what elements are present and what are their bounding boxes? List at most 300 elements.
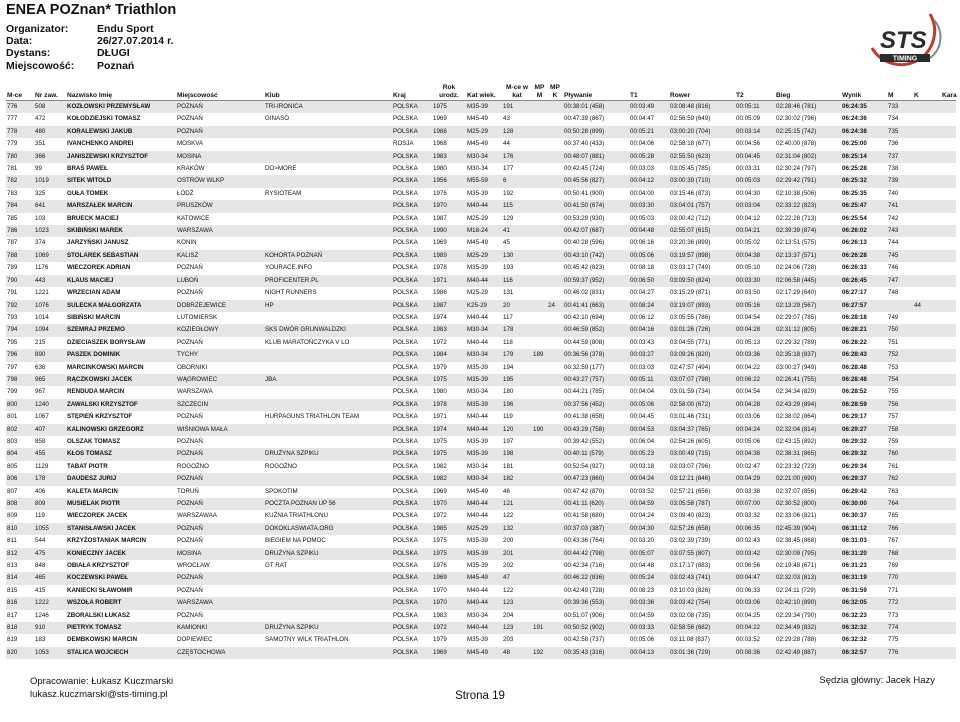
table-row bbox=[6, 647, 956, 659]
table-cell bbox=[913, 548, 941, 560]
table-cell: 00:06:35 bbox=[735, 523, 775, 535]
table-cell: 776 bbox=[6, 101, 34, 114]
table-cell: M18-24 bbox=[466, 225, 502, 237]
table-cell: 02:37:07 (856) bbox=[776, 487, 817, 495]
column-header: Kat wiek. bbox=[466, 82, 502, 101]
table-cell: 765 bbox=[888, 512, 899, 520]
table-cell: 03:03:17 (749) bbox=[670, 264, 711, 272]
table-cell: 192 bbox=[503, 189, 514, 197]
column-header: Pływanie bbox=[563, 82, 629, 101]
table-cell: 132 bbox=[502, 523, 532, 535]
table-cell bbox=[532, 448, 547, 460]
table-cell: 00:42:58 (737) bbox=[564, 636, 605, 644]
table-cell: 03:00:20 (704) bbox=[669, 126, 735, 138]
table-cell: SKIBIŃSKI MAREK bbox=[66, 225, 176, 237]
table-cell: 805 bbox=[7, 462, 18, 470]
table-cell: 03:10:03 (826) bbox=[670, 586, 711, 594]
table-body bbox=[6, 101, 956, 660]
table-cell bbox=[913, 151, 941, 163]
table-cell: 00:04:24 bbox=[735, 424, 775, 436]
table-cell: 737 bbox=[887, 151, 913, 163]
table-cell: 1972 bbox=[432, 622, 466, 634]
table-cell bbox=[532, 275, 547, 287]
table-cell: 02:32:04 (814) bbox=[775, 424, 841, 436]
table-cell bbox=[913, 535, 941, 547]
table-cell bbox=[532, 610, 547, 622]
table-cell: 1969 bbox=[433, 115, 447, 123]
table-cell: 00:40:11 (579) bbox=[563, 448, 629, 460]
table-cell: POLSKA bbox=[392, 523, 432, 535]
column-header: MP M bbox=[532, 82, 547, 101]
table-cell: WIECZOREK JACEK bbox=[67, 512, 128, 520]
table-cell: OBIAŁA KRZYSZTOF bbox=[67, 562, 130, 570]
table-cell: 02:58:00 (672) bbox=[669, 399, 735, 411]
table-cell: 00:04:12 bbox=[629, 175, 669, 187]
table-cell: POLSKA bbox=[392, 374, 432, 386]
table-cell bbox=[913, 188, 941, 200]
page-number: Strona 19 bbox=[455, 690, 505, 702]
table-cell: 00:42:49 (728) bbox=[564, 586, 605, 594]
table-cell: 1980 bbox=[433, 165, 447, 173]
table-cell: POLSKA bbox=[393, 363, 418, 371]
table-cell: 178 bbox=[34, 473, 66, 485]
table-cell bbox=[532, 300, 547, 312]
table-cell: 00:04:53 bbox=[629, 424, 669, 436]
table-row bbox=[6, 436, 956, 448]
table-cell: SZCZECIN bbox=[176, 399, 264, 411]
table-cell bbox=[547, 448, 563, 460]
table-cell: 03:09:26 (820) bbox=[669, 349, 735, 361]
logo-subtext: TIMING bbox=[892, 55, 918, 63]
table-cell: POLSKA bbox=[393, 289, 418, 297]
table-cell: 00:05:10 bbox=[736, 264, 761, 272]
table-cell bbox=[532, 101, 547, 114]
table-cell bbox=[941, 287, 956, 299]
table-cell: WARSZAWAA bbox=[177, 512, 217, 520]
column-header: Wynik bbox=[841, 82, 887, 101]
table-row bbox=[6, 200, 956, 212]
table-cell: 00:04:45 bbox=[630, 413, 655, 421]
table-cell: 02:13:37 (571) bbox=[775, 250, 841, 262]
column-header: Miejscowość bbox=[176, 82, 264, 101]
table-cell: 636 bbox=[35, 363, 46, 371]
table-cell: 00:02:43 bbox=[736, 537, 761, 545]
table-cell: 767 bbox=[888, 537, 899, 545]
table-cell: 1976 bbox=[433, 189, 447, 197]
table-cell: 06:31:23 bbox=[842, 562, 867, 570]
table-cell: 02:25:15 (742) bbox=[775, 126, 841, 138]
table-cell: 201 bbox=[502, 548, 532, 560]
table-cell: 761 bbox=[888, 462, 899, 470]
table-cell: OBORNIKI bbox=[177, 363, 208, 371]
table-cell: ZBORALSKI ŁUKASZ bbox=[67, 611, 130, 619]
table-cell: 00:03:49 bbox=[629, 101, 669, 114]
table-cell bbox=[532, 523, 547, 535]
table-cell: POZNAŃ bbox=[177, 586, 203, 594]
table-cell: 1221 bbox=[35, 289, 49, 297]
table-cell: 1246 bbox=[35, 611, 49, 619]
table-cell: 1987 bbox=[433, 214, 447, 222]
table-cell: 803 bbox=[7, 437, 18, 445]
table-cell: 796 bbox=[6, 349, 34, 361]
table-cell: 1094 bbox=[34, 324, 66, 336]
footer-judge: Sędzia główny: Jacek Hazy bbox=[819, 675, 935, 686]
table-cell: POLSKA bbox=[392, 175, 432, 187]
table-cell: 191 bbox=[502, 101, 532, 114]
table-cell: 00:48:07 (881) bbox=[563, 151, 629, 163]
column-header: Nazwisko Imię bbox=[66, 82, 176, 101]
table-cell: MARCINKOWSKI MARCIN bbox=[67, 363, 144, 371]
table-cell: 1014 bbox=[35, 313, 49, 321]
table-cell bbox=[547, 151, 563, 163]
table-cell bbox=[941, 337, 956, 349]
table-cell: 194 bbox=[503, 363, 514, 371]
table-cell: 123 bbox=[502, 622, 532, 634]
table-cell: 00:06:56 bbox=[736, 562, 761, 570]
table-cell: KONIECZNY JACEK bbox=[66, 548, 176, 560]
table-cell: 750 bbox=[887, 324, 913, 336]
table-cell: M40-44 bbox=[466, 597, 502, 609]
table-cell: 00:08:24 bbox=[629, 300, 669, 312]
table-cell: KOHORTA POZNAŃ bbox=[264, 250, 392, 262]
table-cell: KONIN bbox=[177, 239, 197, 247]
table-cell: 791 bbox=[7, 289, 18, 297]
table-cell bbox=[532, 126, 547, 138]
table-cell: POZNAŃ bbox=[177, 289, 203, 297]
table-row bbox=[6, 337, 956, 349]
table-cell: DAUDESZ JURIJ bbox=[66, 473, 176, 485]
results-table bbox=[6, 82, 956, 659]
table-cell bbox=[264, 213, 392, 225]
table-cell: M40-44 bbox=[467, 338, 488, 346]
table-cell: 415 bbox=[35, 586, 46, 594]
table-cell: 02:38:31 (865) bbox=[775, 448, 841, 460]
column-header: MP K bbox=[547, 82, 563, 101]
table-cell: DO>MORE bbox=[265, 165, 297, 173]
table-cell: M25-29 bbox=[466, 523, 502, 535]
table-cell bbox=[913, 262, 941, 274]
table-cell: 1067 bbox=[35, 413, 49, 421]
table-cell bbox=[264, 585, 392, 597]
table-cell: POLSKA bbox=[393, 586, 418, 594]
table-cell: 00:05:03 bbox=[735, 175, 775, 187]
table-cell bbox=[547, 386, 563, 398]
table-cell bbox=[941, 647, 956, 659]
table-cell: GINASO bbox=[265, 115, 290, 123]
table-cell: 1975 bbox=[433, 437, 447, 445]
table-cell: 02:33:06 (821) bbox=[776, 512, 817, 520]
table-cell: 00:03:38 bbox=[736, 487, 761, 495]
table-cell: 122 bbox=[503, 512, 514, 520]
table-cell: DOPIEWIEC bbox=[177, 636, 213, 644]
table-cell: 1129 bbox=[35, 462, 49, 470]
table-cell: 1970 bbox=[433, 586, 447, 594]
table-cell: 1982 bbox=[432, 473, 466, 485]
event-meta bbox=[6, 23, 174, 72]
table-cell: 00:40:28 (596) bbox=[564, 239, 605, 247]
table-cell bbox=[547, 399, 563, 411]
table-cell: 03:19:57 (898) bbox=[669, 250, 735, 262]
table-cell: TRI-IRONICA bbox=[264, 101, 392, 114]
table-cell: 743 bbox=[887, 225, 913, 237]
table-cell bbox=[941, 324, 956, 336]
table-cell bbox=[941, 225, 956, 237]
table-cell: WĄGROWIEC bbox=[176, 374, 264, 386]
table-cell bbox=[941, 424, 956, 436]
table-cell: 1975 bbox=[432, 101, 466, 114]
table-cell: 00:41:41 (663) bbox=[563, 300, 629, 312]
table-row bbox=[6, 312, 956, 324]
table-cell: 03:00:39 (710) bbox=[669, 175, 735, 187]
table-cell: 1970 bbox=[432, 597, 466, 609]
table-cell bbox=[941, 101, 956, 114]
table-cell: MOSINA bbox=[176, 548, 264, 560]
table-cell: 02:40:00 (878) bbox=[776, 140, 817, 148]
table-cell: 02:21:00 (690) bbox=[775, 473, 841, 485]
table-cell: 00:42:10 (694) bbox=[564, 313, 605, 321]
table-cell: POLSKA bbox=[392, 498, 432, 510]
table-cell: 1978 bbox=[432, 399, 466, 411]
table-cell: 02:47:57 (494) bbox=[670, 363, 711, 371]
table-cell: 129 bbox=[503, 214, 514, 222]
table-cell: 24 bbox=[547, 300, 563, 312]
table-cell bbox=[941, 498, 956, 510]
table-cell: KALETA MARCIN bbox=[67, 487, 118, 495]
table-cell: 00:04:06 bbox=[630, 140, 655, 148]
table-cell: 813 bbox=[7, 562, 18, 570]
table-row bbox=[6, 163, 956, 175]
table-cell: 03:19:07 (893) bbox=[669, 300, 735, 312]
table-cell: 06:32:05 bbox=[841, 597, 887, 609]
table-cell: 00:37:56 (452) bbox=[563, 399, 629, 411]
table-cell: 06:26:02 bbox=[841, 225, 887, 237]
table-cell: 1990 bbox=[432, 225, 466, 237]
table-row bbox=[6, 399, 956, 411]
table-row bbox=[6, 572, 956, 584]
table-cell: WRZECIAN ADAM bbox=[67, 289, 121, 297]
table-cell: POZNAŃ bbox=[177, 537, 203, 545]
table-cell: 20 bbox=[502, 300, 532, 312]
table-cell bbox=[941, 213, 956, 225]
table-cell: 810 bbox=[6, 523, 34, 535]
table-cell: 177 bbox=[503, 165, 514, 173]
table-cell: SZEMRAJ PRZEMO bbox=[66, 324, 176, 336]
table-cell: 00:04:48 bbox=[629, 225, 669, 237]
table-row bbox=[6, 262, 956, 274]
table-cell: 00:02:47 bbox=[736, 462, 761, 470]
table-cell: 03:02:43 (741) bbox=[669, 572, 735, 584]
table-cell: POLSKA bbox=[392, 473, 432, 485]
table-cell bbox=[532, 548, 547, 560]
table-cell bbox=[264, 436, 392, 448]
table-cell: 1240 bbox=[34, 399, 66, 411]
table-cell: TABAT PIOTR bbox=[67, 462, 108, 470]
table-cell: 00:46:59 (852) bbox=[563, 324, 629, 336]
table-cell: 455 bbox=[34, 448, 66, 460]
footer-author-name: Opracowanie: Łukasz Kuczmarski bbox=[30, 676, 174, 687]
table-cell: 00:53:29 (930) bbox=[564, 214, 605, 222]
table-cell: 00:59:37 (952) bbox=[563, 275, 629, 287]
table-cell: POLSKA bbox=[392, 597, 432, 609]
table-cell bbox=[532, 151, 547, 163]
table-cell: M30-34 bbox=[466, 324, 502, 336]
table-cell: M30-34 bbox=[467, 611, 488, 619]
table-cell bbox=[532, 188, 547, 200]
table-cell: 00:04:30 bbox=[736, 189, 761, 197]
table-cell: 1970 bbox=[432, 200, 466, 212]
table-cell: 181 bbox=[503, 462, 514, 470]
table-cell: 965 bbox=[34, 374, 66, 386]
table-cell: 116 bbox=[502, 275, 532, 287]
table-cell bbox=[941, 411, 956, 423]
table-cell: POLSKA bbox=[392, 647, 432, 659]
table-cell: 773 bbox=[888, 611, 899, 619]
table-cell bbox=[913, 473, 941, 485]
table-cell: 763 bbox=[888, 487, 899, 495]
table-cell bbox=[547, 262, 563, 274]
table-cell: 103 bbox=[35, 214, 46, 222]
table-cell bbox=[532, 262, 547, 274]
table-cell: M35-39 bbox=[466, 548, 502, 560]
table-cell: 123 bbox=[502, 597, 532, 609]
table-cell: 745 bbox=[887, 250, 913, 262]
column-header: Nr zaw. bbox=[34, 82, 66, 101]
table-cell: 198 bbox=[502, 448, 532, 460]
table-cell: 741 bbox=[887, 200, 913, 212]
table-cell: 06:28:52 bbox=[842, 388, 867, 396]
table-cell: 00:03:36 bbox=[629, 597, 669, 609]
table-cell bbox=[547, 275, 563, 287]
table-cell: 00:36:56 (378) bbox=[563, 349, 629, 361]
table-cell: 03:09:40 (823) bbox=[670, 512, 711, 520]
table-cell: M25-29 bbox=[467, 289, 488, 297]
table-cell bbox=[532, 374, 547, 386]
table-cell: 06:24:35 bbox=[841, 101, 887, 114]
table-cell: POCZTA POZNAN UP 56 bbox=[264, 498, 392, 510]
table-cell: KOZŁOWSKI PRZEMYSŁAW bbox=[66, 101, 176, 114]
table-cell: 119 bbox=[35, 512, 45, 520]
table-cell: 06:28:21 bbox=[841, 324, 887, 336]
table-row bbox=[6, 374, 956, 386]
table-cell: DRUŻYNA SZPIKU bbox=[264, 448, 392, 460]
meta-label: Organizator: bbox=[6, 23, 69, 35]
table-cell: DEMBKOWSKI MARCIN bbox=[67, 636, 138, 644]
table-cell bbox=[913, 486, 941, 498]
table-cell: 02:55:50 (623) bbox=[669, 151, 735, 163]
table-cell: 00:05:23 bbox=[629, 448, 669, 460]
table-cell: 121 bbox=[502, 498, 532, 510]
table-cell: 131 bbox=[503, 289, 514, 297]
table-cell bbox=[532, 175, 547, 187]
table-cell: 44 bbox=[503, 140, 510, 148]
table-cell bbox=[913, 337, 941, 349]
table-cell: 179 bbox=[502, 349, 532, 361]
table-row bbox=[6, 473, 956, 485]
table-cell: 366 bbox=[34, 151, 66, 163]
table-cell: 00:04:12 bbox=[736, 214, 761, 222]
table-cell: 03:15:29 (871) bbox=[670, 289, 711, 297]
table-cell bbox=[547, 213, 563, 225]
table-cell: 809 bbox=[7, 512, 18, 520]
table-cell bbox=[532, 510, 547, 522]
table-cell: 02:54:26 (605) bbox=[670, 437, 711, 445]
table-cell bbox=[913, 386, 941, 398]
table-cell: 02:26:41 (755) bbox=[775, 374, 841, 386]
table-cell: DZIECIASZEK BORYSŁAW bbox=[67, 338, 146, 346]
table-cell: 00:39:42 (552) bbox=[564, 437, 605, 445]
table-cell: MOSKVA bbox=[177, 140, 204, 148]
table-cell bbox=[913, 126, 941, 138]
table-cell: 1969 bbox=[432, 647, 466, 659]
table-cell: 00:45:42 (823) bbox=[564, 264, 605, 272]
table-cell: 1975 bbox=[432, 448, 466, 460]
table-row bbox=[6, 560, 956, 572]
table-cell: 06:30:00 bbox=[841, 498, 887, 510]
table-cell bbox=[264, 572, 392, 584]
table-cell bbox=[532, 225, 547, 237]
table-cell: 41 bbox=[502, 225, 532, 237]
table-cell: 02:55:07 (615) bbox=[669, 225, 735, 237]
table-cell: 1976 bbox=[433, 562, 447, 570]
table-cell bbox=[547, 647, 563, 659]
table-cell: 786 bbox=[6, 225, 34, 237]
table-row bbox=[6, 250, 956, 262]
table-cell bbox=[547, 486, 563, 498]
table-cell: 794 bbox=[6, 324, 34, 336]
table-cell: 02:34:34 (829) bbox=[776, 388, 817, 396]
table-cell: 799 bbox=[7, 388, 18, 396]
table-cell bbox=[532, 486, 547, 498]
table-cell bbox=[547, 337, 563, 349]
table-cell: 06:29:27 bbox=[841, 424, 887, 436]
table-cell: 02:23:32 (723) bbox=[776, 462, 817, 470]
table-cell: 02:42:10 (890) bbox=[775, 597, 841, 609]
table-cell: 128 bbox=[502, 126, 532, 138]
table-cell bbox=[913, 362, 941, 374]
table-cell: 120 bbox=[502, 424, 532, 436]
table-cell: M45-49 bbox=[467, 140, 488, 148]
table-cell: 1984 bbox=[432, 349, 466, 361]
table-cell: 1983 bbox=[432, 324, 466, 336]
table-row bbox=[6, 126, 956, 138]
table-cell: 06:29:32 bbox=[841, 448, 887, 460]
table-cell: 00:04:38 bbox=[735, 448, 775, 460]
table-cell bbox=[913, 523, 941, 535]
table-cell: 801 bbox=[7, 413, 18, 421]
table-cell bbox=[913, 374, 941, 386]
table-cell: POLSKA bbox=[392, 151, 432, 163]
table-cell bbox=[913, 163, 941, 175]
table-cell: 00:41:38 (658) bbox=[564, 413, 605, 421]
table-cell bbox=[547, 374, 563, 386]
table-cell: 00:43:36 (764) bbox=[564, 537, 605, 545]
table-cell: POLSKA bbox=[393, 165, 418, 173]
table-cell: M35-39 bbox=[466, 101, 502, 114]
table-cell bbox=[264, 126, 392, 138]
table-cell: 1974 bbox=[432, 424, 466, 436]
table-cell: KŁOS TOMASZ bbox=[66, 448, 176, 460]
table-cell: PROFICENTER.PL bbox=[264, 275, 392, 287]
table-cell: 191 bbox=[532, 622, 547, 634]
table-cell: 1978 bbox=[433, 264, 447, 272]
table-cell bbox=[547, 560, 563, 572]
table-cell: 183 bbox=[35, 636, 46, 644]
table-cell: 189 bbox=[532, 349, 547, 361]
table-cell bbox=[264, 597, 392, 609]
table-cell: 544 bbox=[35, 537, 46, 545]
table-cell: POZNAŃ bbox=[176, 126, 264, 138]
table-cell bbox=[264, 138, 392, 150]
